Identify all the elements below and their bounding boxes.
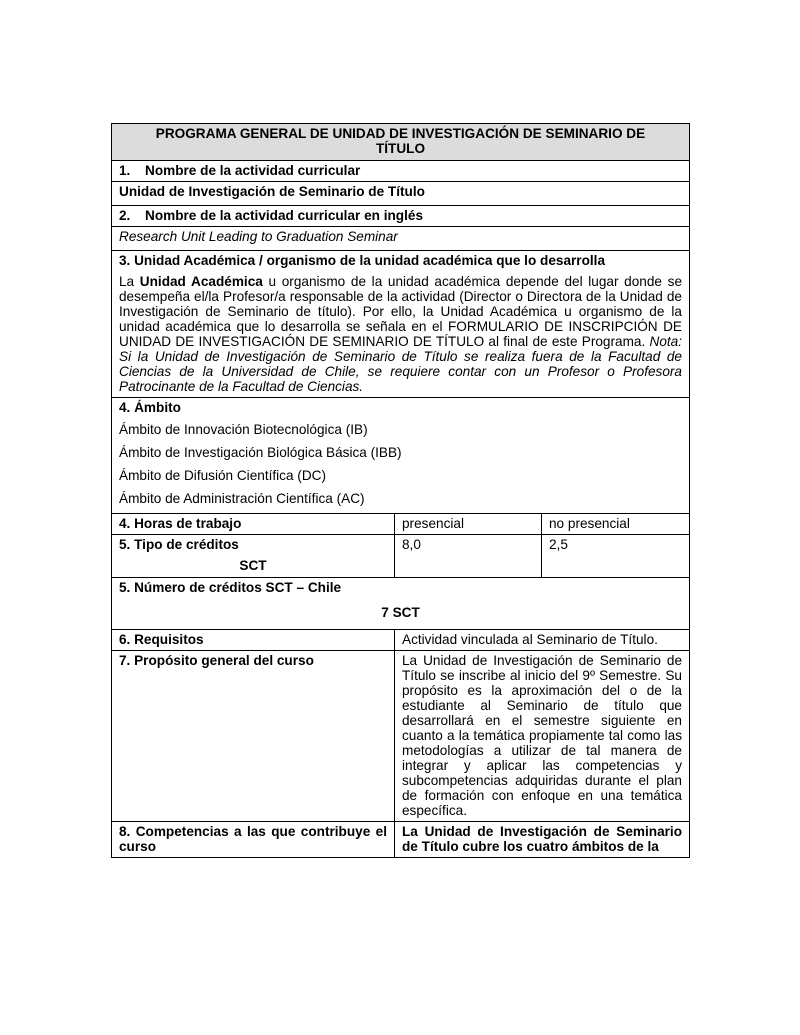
competencias-row — [112, 822, 690, 858]
document-page — [111, 123, 689, 858]
horas-heading: 4. Horas de trabajo — [112, 514, 395, 535]
section-2-value-row — [112, 227, 690, 251]
creditos-no-presencial-value: 2,5 — [542, 535, 690, 578]
creditos-num-row — [112, 578, 690, 630]
requisitos-value: Actividad vinculada al Seminario de Título. — [395, 630, 690, 651]
section-3-bold-term: Unidad Académica — [139, 274, 263, 289]
ambito-item: Ámbito de Administración Científica (AC) — [119, 491, 365, 506]
competencias-value: La Unidad de Investigación de Seminario de Título cubre los cuatro ámbitos de la — [395, 822, 690, 858]
creditos-tipo-heading: 5. Tipo de créditos — [119, 537, 239, 552]
creditos-tipo-row — [112, 535, 690, 578]
section-4-heading: 4. Ámbito — [119, 400, 181, 415]
section-3-note: Nota: Si la Unidad de Investigación de Seminario de Título se realiza fuera de la Facultad de Ciencias de la Universidad de Chile, se requiere contar con un Profesor o Profesora Patrocinante de la Facultad de Ciencias. — [119, 334, 682, 394]
section-2-heading — [112, 206, 690, 227]
creditos-tipo-sub: SCT — [239, 558, 267, 573]
horas-row — [112, 514, 690, 535]
document-title: PROGRAMA GENERAL DE UNIDAD DE INVESTIGACIÓN DE SEMINARIO DE TÍTULO — [112, 124, 690, 161]
creditos-tipo-cell — [112, 535, 395, 578]
ambito-item: Ámbito de Innovación Biotecnológica (IB) — [119, 422, 368, 437]
section-2-heading-row — [112, 206, 690, 227]
requisitos-heading: 6. Requisitos — [112, 630, 395, 651]
ambito-item: Ámbito de Investigación Biológica Básica (IBB) — [119, 445, 402, 460]
horas-no-presencial: no presencial — [542, 514, 690, 535]
creditos-num-value: 7 SCT — [381, 605, 420, 620]
section-1-value: Unidad de Investigación de Seminario de Título — [112, 182, 690, 206]
program-table — [111, 123, 690, 858]
section-1-heading-text: Nombre de la actividad curricular — [145, 163, 361, 178]
creditos-presencial-value: 8,0 — [395, 535, 542, 578]
section-1-value-row — [112, 182, 690, 206]
creditos-num-heading: 5. Número de créditos SCT – Chile — [119, 580, 342, 595]
proposito-row — [112, 651, 690, 822]
requisitos-row — [112, 630, 690, 651]
creditos-num-cell — [112, 578, 690, 630]
section-3-paragraph — [119, 268, 682, 394]
section-4-row — [112, 398, 690, 514]
proposito-value: La Unidad de Investigación de Seminario de Título se inscribe al inicio del 9º Semestre. Su propósito es la aproximación del o de la estudiante al Seminario de título que desarrollará en el semestre siguiente en cuanto a la temática propiamente tal como las metodologías a utilizar de tal manera de integrar y aplicar las competencias y subcompetencias adquiridas durante el plan de formación con enfoque en una temática específica. — [395, 651, 690, 822]
section-2-heading-text: Nombre de la actividad curricular en inglés — [145, 208, 424, 223]
section-4-cell — [112, 398, 690, 514]
section-3-row — [112, 251, 690, 398]
section-3-lead: La — [119, 274, 140, 289]
section-3-body: u organismo de la unidad académica depende del lugar donde se desempeña el/la Profesor/a responsable de la actividad (Director o Directora de la Unidad de Investigación de Seminario de título). Por ello, la Unidad Académica u organismo de la unidad académica que lo desarrolla se señala en el FORMULARIO DE INSCRIPCIÓN DE UNIDAD DE INVESTIGACIÓN DE SEMINARIO DE TÍTULO al final de este Programa. — [119, 274, 682, 349]
competencias-heading: 8. Competencias a las que contribuye el curso — [112, 822, 395, 858]
section-1-number: 1. — [119, 163, 131, 178]
section-1-heading — [112, 161, 690, 182]
section-3-heading: 3. Unidad Académica / organismo de la unidad académica que lo desarrolla — [119, 253, 606, 268]
horas-presencial: presencial — [395, 514, 542, 535]
title-row — [112, 124, 690, 161]
section-2-value: Research Unit Leading to Graduation Seminar — [112, 227, 690, 251]
section-3-cell — [112, 251, 690, 398]
section-2-number: 2. — [119, 208, 131, 223]
ambito-item: Ámbito de Difusión Científica (DC) — [119, 468, 326, 483]
section-1-heading-row — [112, 161, 690, 182]
proposito-heading: 7. Propósito general del curso — [112, 651, 395, 822]
